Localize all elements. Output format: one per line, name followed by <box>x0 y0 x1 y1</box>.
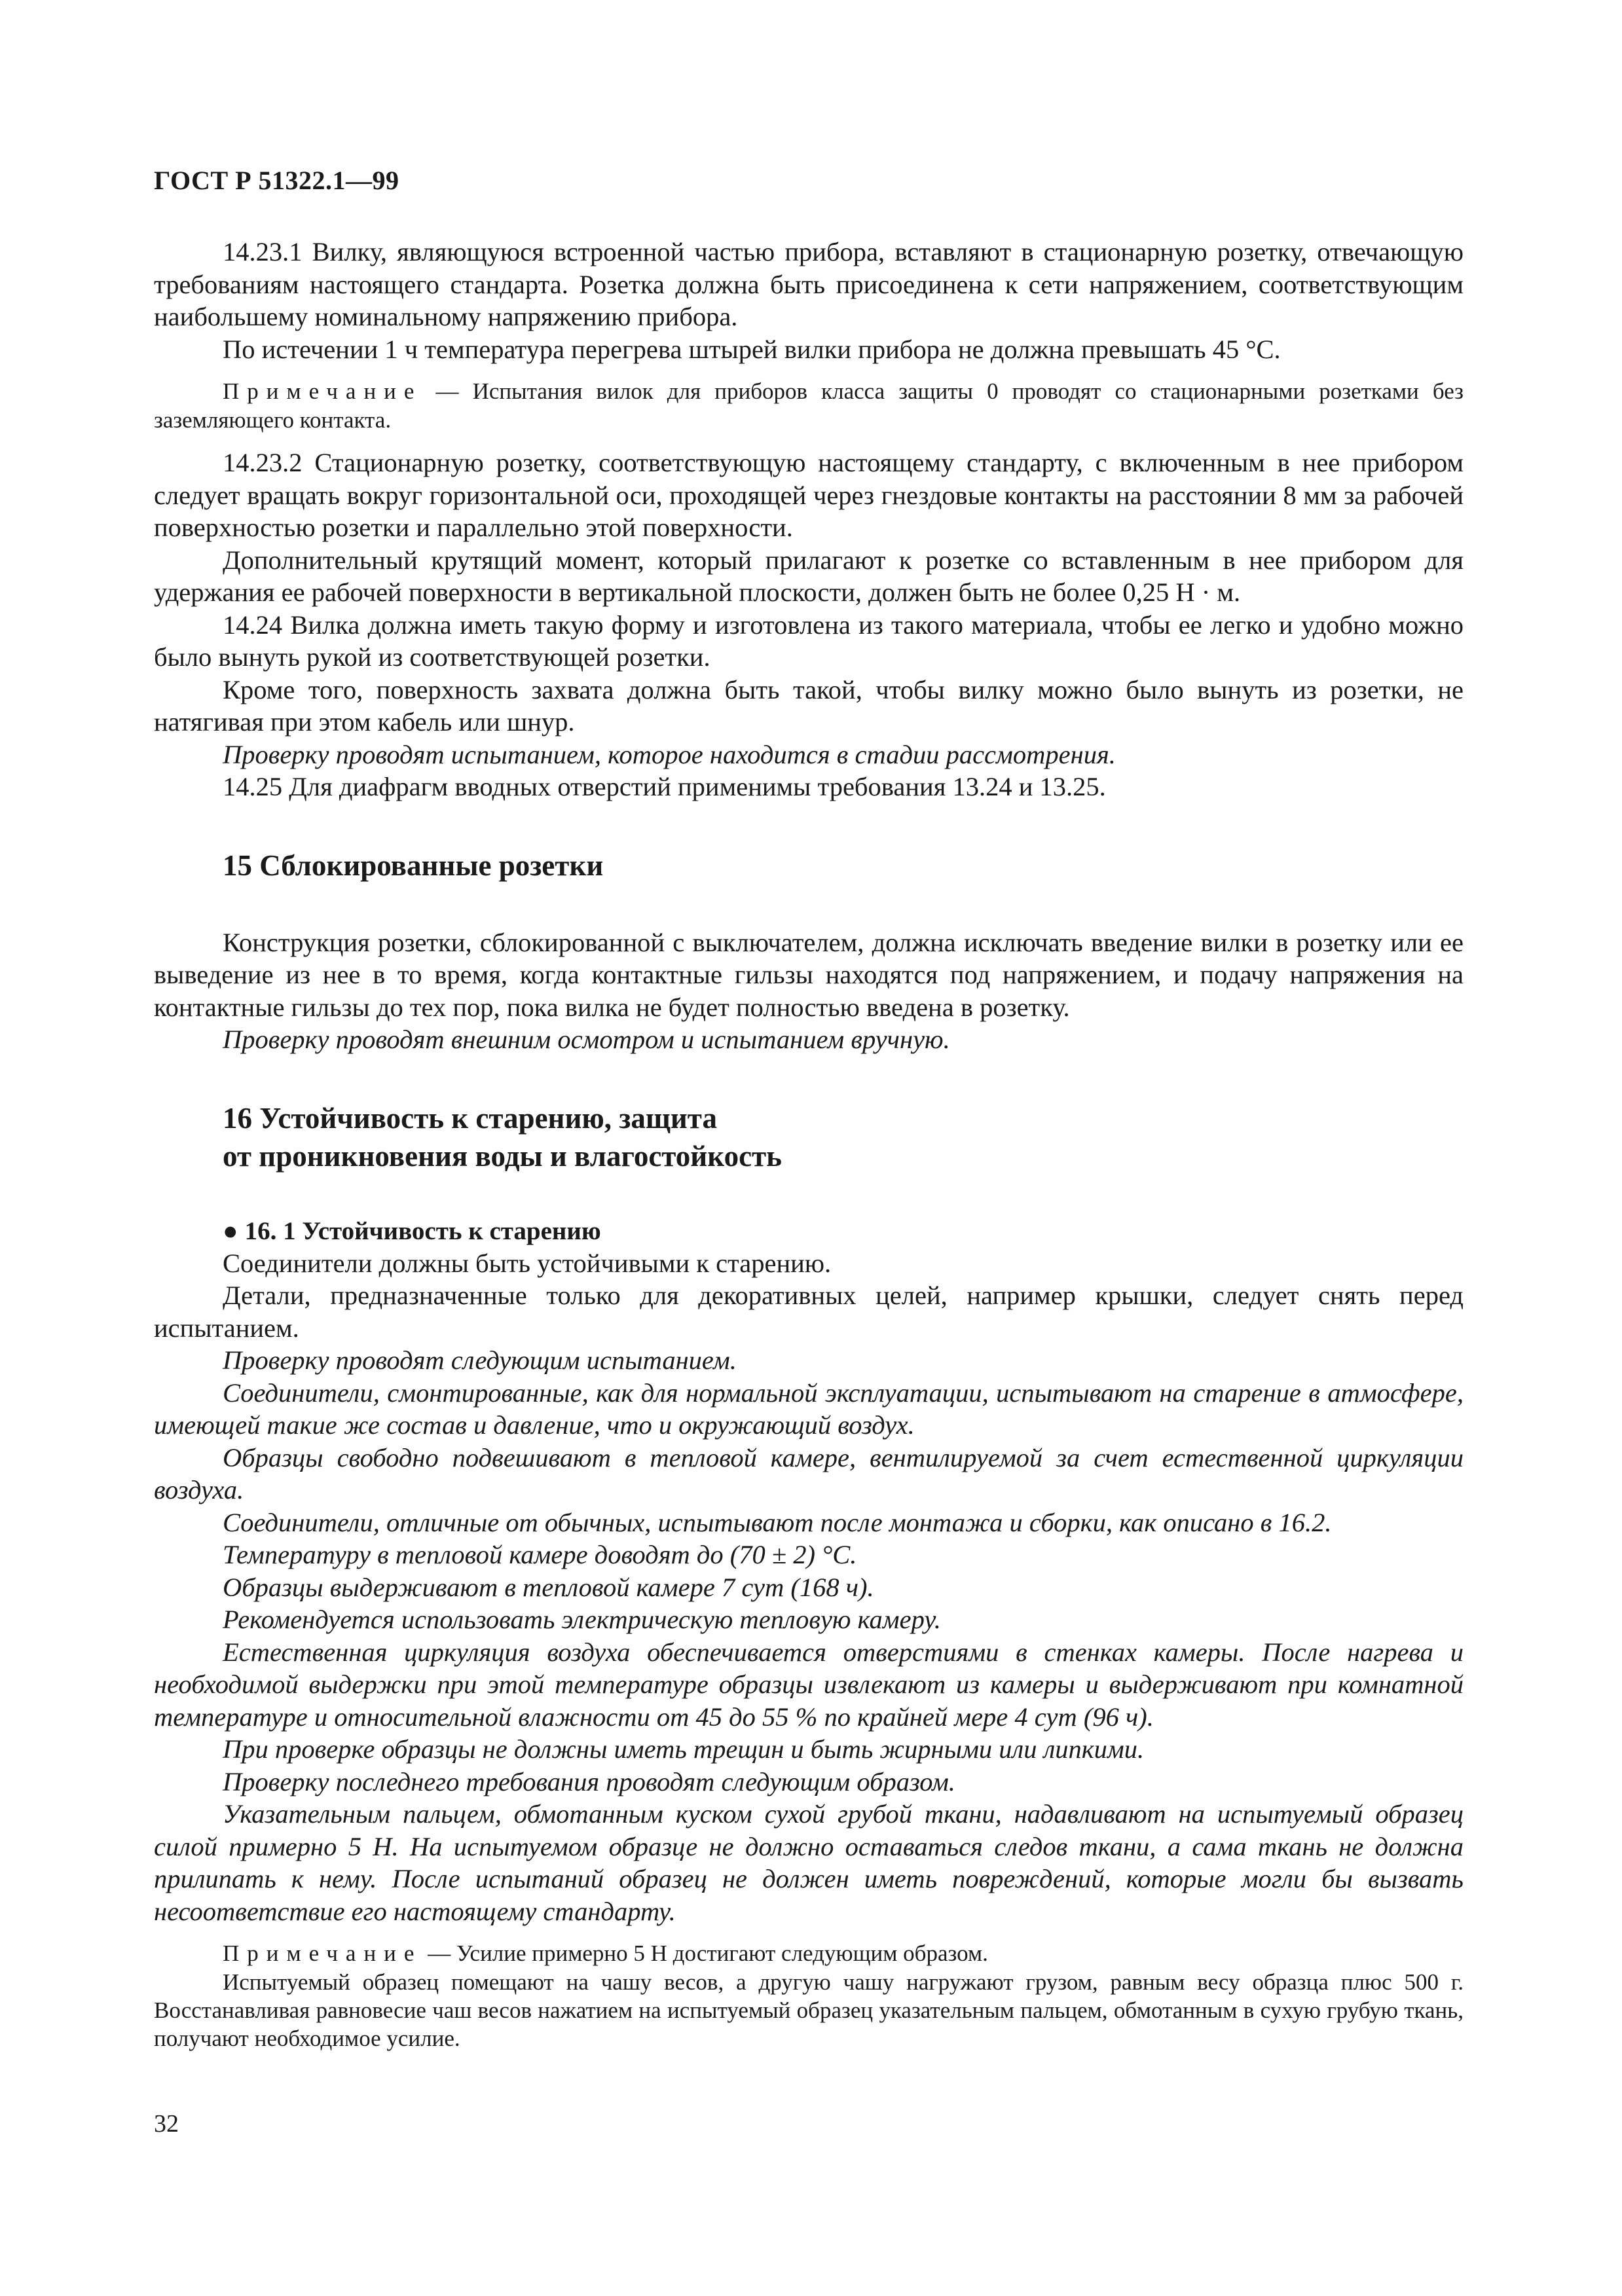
note-1-text: — Испытания вилок для приборов класса защиты 0 проводят со стационарными розетками без заземляющего контакта. <box>154 378 1464 433</box>
paragraph-16-1-i3: Образцы свободно подвешивают в тепловой камере, вентилируемой за счет естественной циркуляции воздуха. <box>154 1442 1464 1504</box>
paragraph-16-1-i10: Проверку последнего требования проводят следующим образом. <box>223 1766 955 1796</box>
note-2-label: Примечание <box>223 1941 422 1966</box>
paragraph-grip: Кроме того, поверхность захвата должна быть такой, чтобы вилку можно было вынуть из розетки, не натягивая при этом кабель или шнур. <box>154 674 1464 737</box>
bullet-icon: ● <box>223 1216 238 1245</box>
subsection-16-1-label: 16. 1 Устойчивость к старению <box>244 1216 601 1245</box>
note-1-label: Примечание <box>223 378 422 404</box>
paragraph-temperature: По истечении 1 ч температура перегрева штырей вилки прибора не должна превышать 45 °С. <box>223 334 1281 364</box>
section-16-title-line1: 16 Устойчивость к старению, защита <box>223 1101 717 1135</box>
paragraph-15-1: Конструкция розетки, сблокированной с выключателем, должна исключать введение вилки в розетку или ее выведение из нее в то время, когда контактные гильзы находятся под напряжением, и подачу напряжения на контактные гильзы до тех пор, пока вилка не будет полностью введена в розетку. <box>154 927 1464 1022</box>
note-2-text: — Усилие примерно 5 Н достигают следующим образом. <box>422 1941 988 1966</box>
paragraph-16-1-a: Соединители должны быть устойчивыми к старению. <box>223 1248 832 1278</box>
paragraph-14-25: 14.25 Для диафрагм вводных отверстий применимы требования 13.24 и 13.25. <box>223 772 1106 801</box>
paragraph-16-1-i6: Образцы выдерживают в тепловой камере 7 сут (168 ч). <box>223 1572 874 1602</box>
document-header-code: ГОСТ Р 51322.1—99 <box>154 166 399 195</box>
note-2 <box>154 1939 1464 1968</box>
paragraph-check-14: Проверку проводят испытанием, которое находится в стадии рассмотрения. <box>223 739 1116 769</box>
section-16-title-line2: от проникновения воды и влагостойкость <box>223 1139 782 1173</box>
paragraph-16-1-i9: При проверке образцы не должны иметь трещин и быть жирными или липкими. <box>223 1734 1145 1764</box>
paragraph-14-24: 14.24 Вилка должна иметь такую форму и изготовлена из такого материала, чтобы ее легко и удобно можно было вынуть рукой из соответствующей розетки. <box>154 610 1464 672</box>
paragraph-16-1-i4: Соединители, отличные от обычных, испытывают после монтажа и сборки, как описано в 16.2. <box>223 1507 1332 1537</box>
subsection-16-1-title <box>154 1216 1464 1247</box>
paragraph-16-1-i1: Проверку проводят следующим испытанием. <box>223 1345 737 1375</box>
note-1 <box>154 377 1464 435</box>
paragraph-16-1-i2: Соединители, смонтированные, как для нормальной эксплуатации, испытывают на старение в атмосфере, имеющей такие же состав и давление, что и окружающий воздух. <box>154 1377 1464 1440</box>
section-15-title: 15 Сблокированные розетки <box>223 848 604 882</box>
section-16-title <box>154 1099 1464 1175</box>
note-2-paragraph: Испытуемый образец помещают на чашу весов, а другую чашу нагружают грузом, равным весу образца плюс 500 г. Восстанавливая равновесие чаш весов нажатием на испытуемый образец указательным пальцем, обмотанным в сухую грубую ткань, получают необходимое усилие. <box>154 1969 1464 2051</box>
paragraph-16-1-i5: Температуру в тепловой камере доводят до (70 ± 2) °С. <box>223 1540 857 1569</box>
paragraph-16-1-i8: Естественная циркуляция воздуха обеспечивается отверстиями в стенках камеры. После нагрева и необходимой выдержки при этой температуре образцы извлекают из камеры и выдерживают при комнатной температуре и относительной влажности от 45 до 55 % по крайней мере 4 сут (96 ч). <box>154 1637 1464 1732</box>
document-body <box>154 236 1464 2052</box>
page-number: 32 <box>154 2110 179 2138</box>
paragraph-check-15: Проверку проводят внешним осмотром и испытанием вручную. <box>223 1025 950 1054</box>
paragraph-16-1-b: Детали, предназначенные только для декоративных целей, например крышки, следует снять перед испытанием. <box>154 1281 1464 1343</box>
paragraph-16-1-i7: Рекомендуется использовать электрическую тепловую камеру. <box>223 1605 941 1634</box>
paragraph-14-23-1: 14.23.1 Вилку, являющуюся встроенной частью прибора, вставляют в стационарную розетку, отвечающую требованиям настоящего стандарта. Розетка должна быть присоединена к сети напряжением, соответствующим наибольшему номинальному напряжению прибора. <box>154 237 1464 331</box>
paragraph-torque: Дополнительный крутящий момент, который прилагают к розетке со вставленным в нее прибором для удержания ее рабочей поверхности в вертикальной плоскости, должен быть не более 0,25 Н · м. <box>154 545 1464 607</box>
paragraph-16-1-i11: Указательным пальцем, обмотанным куском сухой грубой ткани, надавливают на испытуемый образец силой примерно 5 Н. На испытуемом образце не должно оставаться следов ткани, а сама ткань не должна прилипать к нему. После испытаний образец не должен иметь повреждений, которые могли бы вызвать несоответствие его настоящему стандарту. <box>154 1799 1464 1926</box>
paragraph-14-23-2: 14.23.2 Стационарную розетку, соответствующую настоящему стандарту, с включенным в нее прибором следует вращать вокруг горизонтальной оси, проходящей через гнездовые контакты на расстоянии 8 мм за рабочей поверхностью розетки и параллельно этой поверхности. <box>154 448 1464 542</box>
